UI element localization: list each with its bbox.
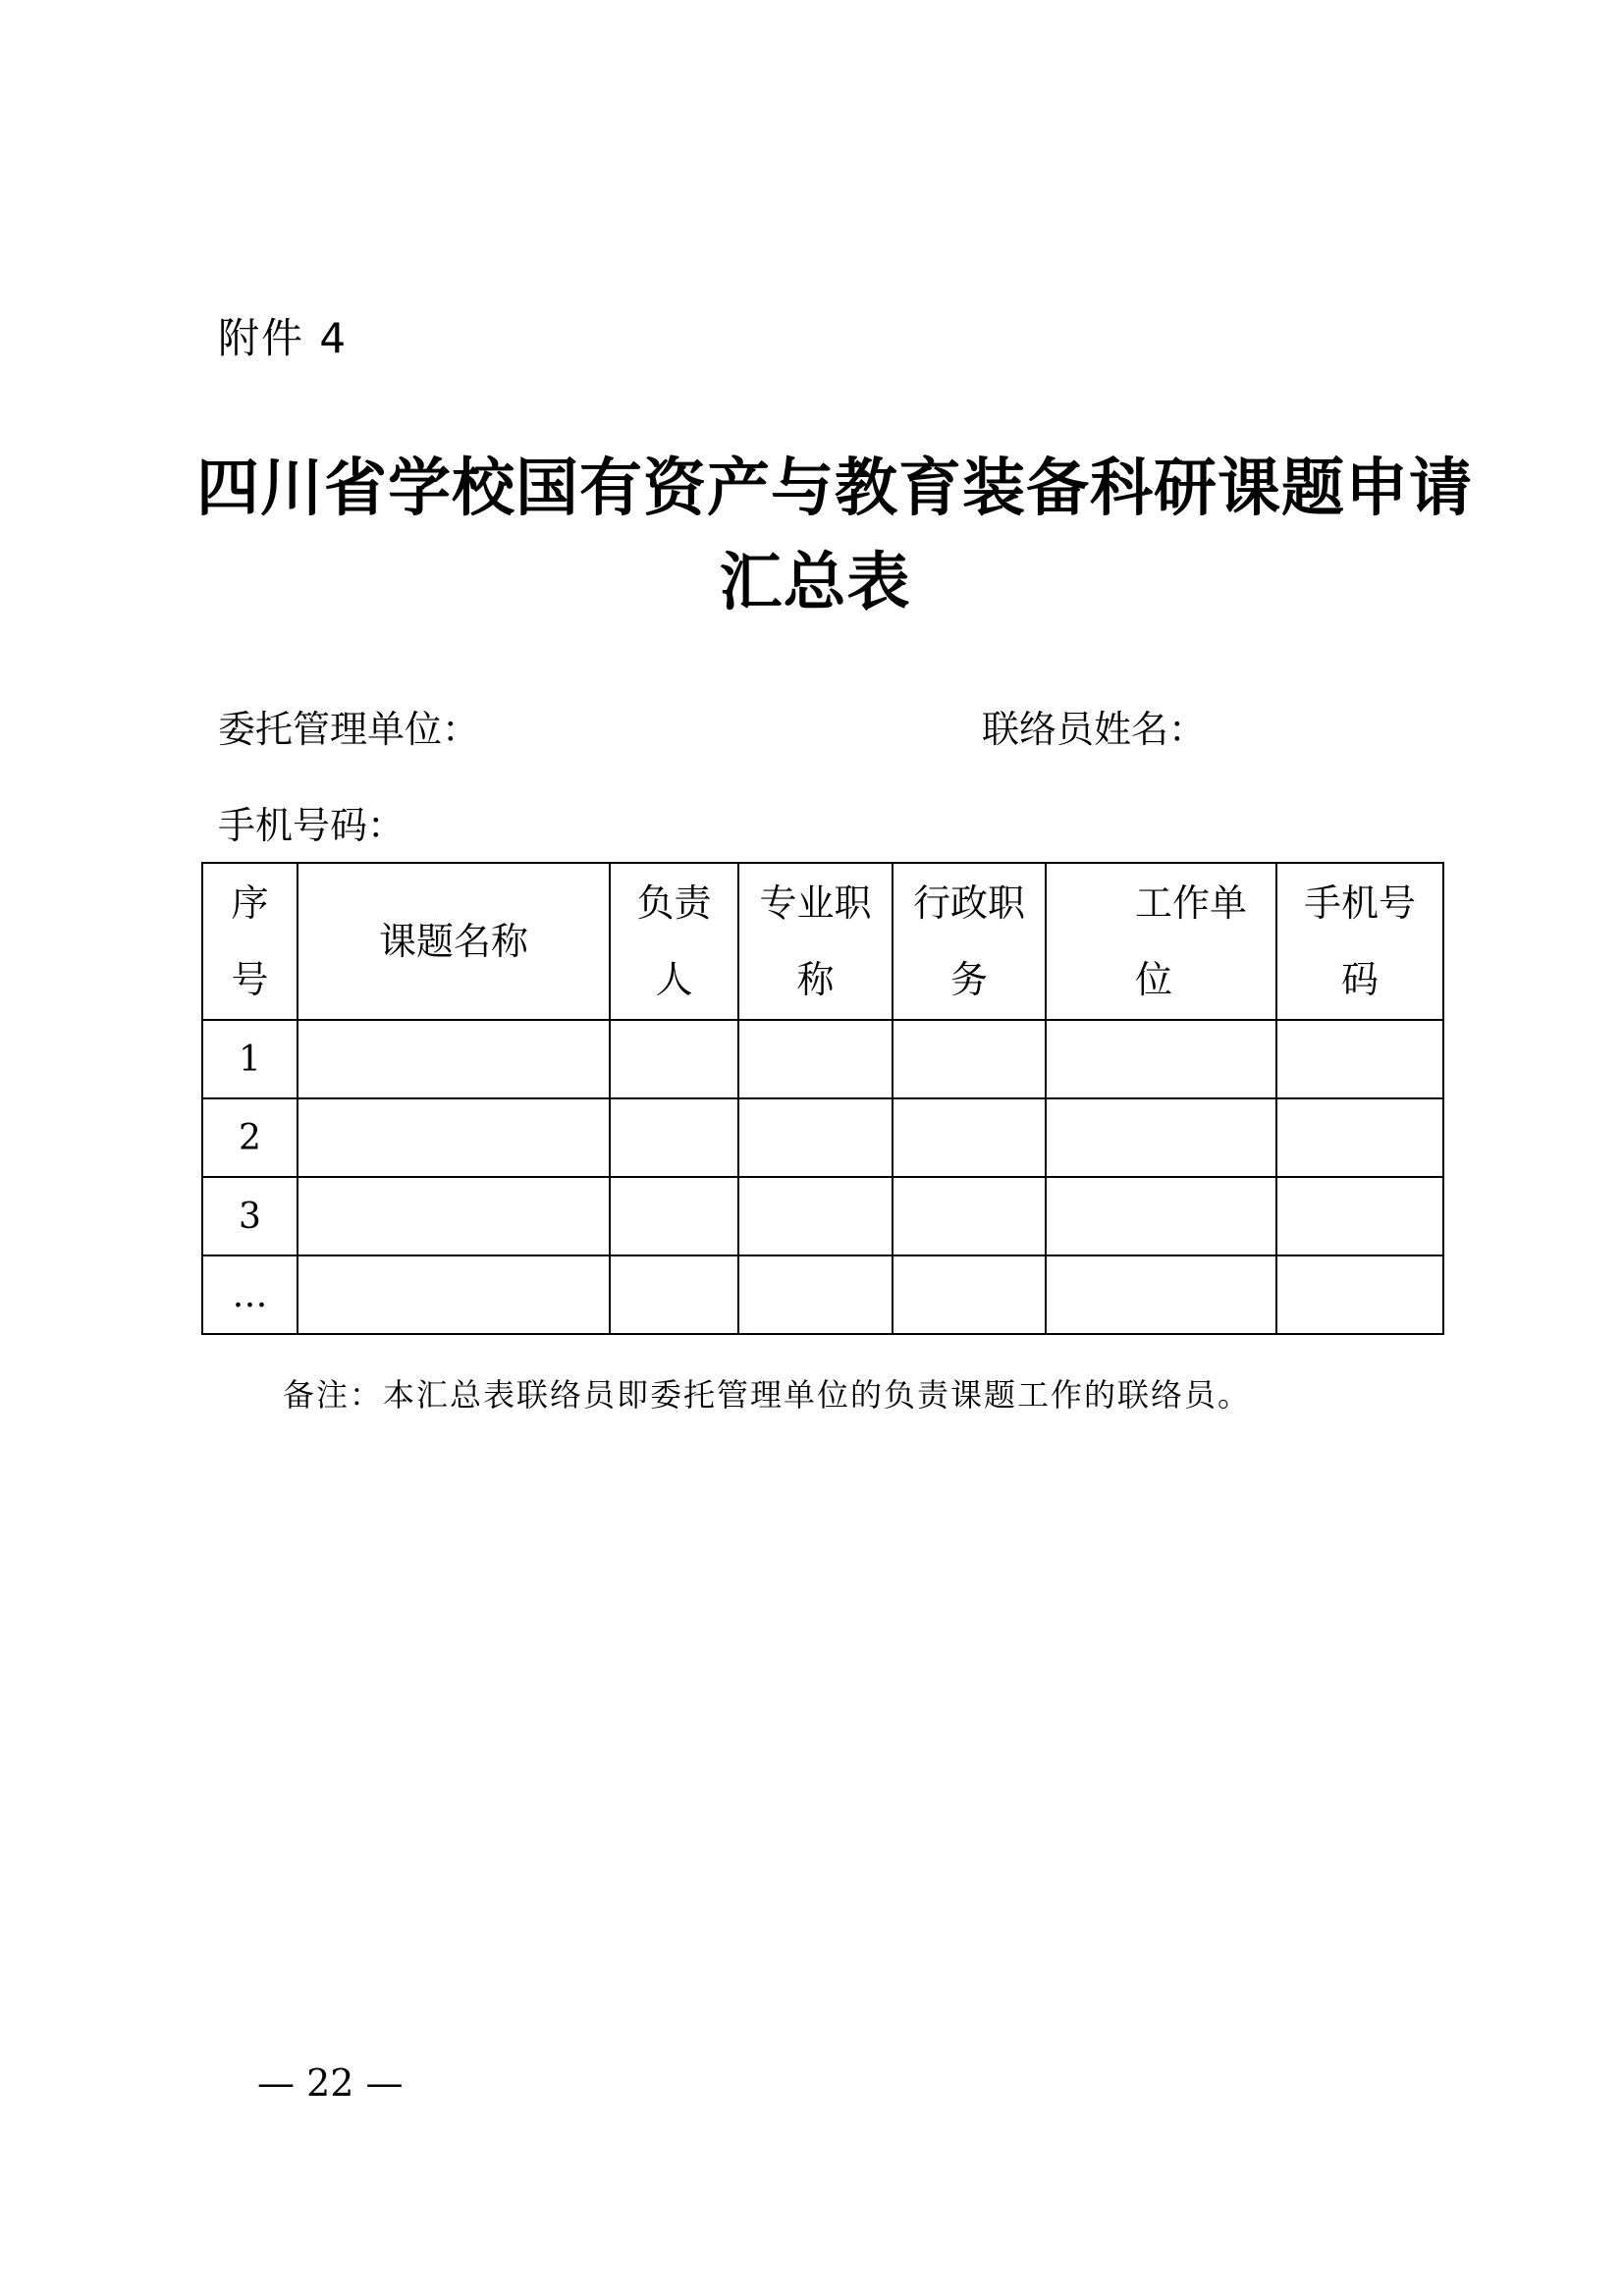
- cell-seq: 1: [202, 1020, 298, 1098]
- cell-topic-name: [298, 1098, 610, 1177]
- header-phone: 手机号 码: [1276, 863, 1443, 1020]
- title-line-2: 汇总表: [719, 546, 911, 619]
- cell-work-unit: [1046, 1098, 1276, 1177]
- table-row: [202, 1255, 1443, 1334]
- cell-admin-position: [893, 1020, 1046, 1098]
- summary-table: [201, 862, 1444, 1335]
- cell-admin-position: [893, 1255, 1046, 1334]
- cell-phone: [1276, 1255, 1443, 1334]
- cell-professional-title: [738, 1177, 893, 1255]
- phone-number-label: 手机号码：: [218, 804, 406, 847]
- table-note: 备注：本汇总表联络员即委托管理单位的负责课题工作的联络员。: [283, 1376, 1252, 1414]
- cell-work-unit: [1046, 1177, 1276, 1255]
- cell-phone: [1276, 1098, 1443, 1177]
- document-title: [196, 442, 1473, 630]
- header-work-unit: 工作单 位: [1046, 863, 1276, 1020]
- cell-admin-position: [893, 1098, 1046, 1177]
- table-row: [202, 1177, 1443, 1255]
- cell-topic-name: [298, 1255, 610, 1334]
- cell-seq: 2: [202, 1098, 298, 1177]
- entrusted-unit-label: 委托管理单位：: [218, 708, 480, 751]
- header-topic-name: 课题名称: [298, 863, 610, 1020]
- table-row: [202, 1098, 1443, 1177]
- header-admin-position: 行政职 务: [893, 863, 1046, 1020]
- cell-leader: [610, 1255, 738, 1334]
- attachment-label: 附件 4: [218, 314, 349, 362]
- cell-phone: [1276, 1020, 1443, 1098]
- cell-work-unit: [1046, 1020, 1276, 1098]
- cell-topic-name: [298, 1020, 610, 1098]
- cell-work-unit: [1046, 1255, 1276, 1334]
- page-number: — 22 —: [257, 2061, 404, 2105]
- cell-seq: 3: [202, 1177, 298, 1255]
- cell-leader: [610, 1020, 738, 1098]
- header-professional-title: 专业职 称: [738, 863, 893, 1020]
- cell-seq: …: [202, 1255, 298, 1334]
- title-line-1: 四川省学校国有资产与教育装备科研课题申请: [196, 452, 1473, 525]
- cell-phone: [1276, 1177, 1443, 1255]
- table-header-row: [202, 863, 1443, 1020]
- cell-professional-title: [738, 1020, 893, 1098]
- header-leader: 负责 人: [610, 863, 738, 1020]
- contact-name-label: 联络员姓名：: [982, 708, 1207, 751]
- cell-admin-position: [893, 1177, 1046, 1255]
- table-row: [202, 1020, 1443, 1098]
- header-seq: 序 号: [202, 863, 298, 1020]
- cell-leader: [610, 1098, 738, 1177]
- cell-topic-name: [298, 1177, 610, 1255]
- cell-professional-title: [738, 1255, 893, 1334]
- cell-professional-title: [738, 1098, 893, 1177]
- cell-leader: [610, 1177, 738, 1255]
